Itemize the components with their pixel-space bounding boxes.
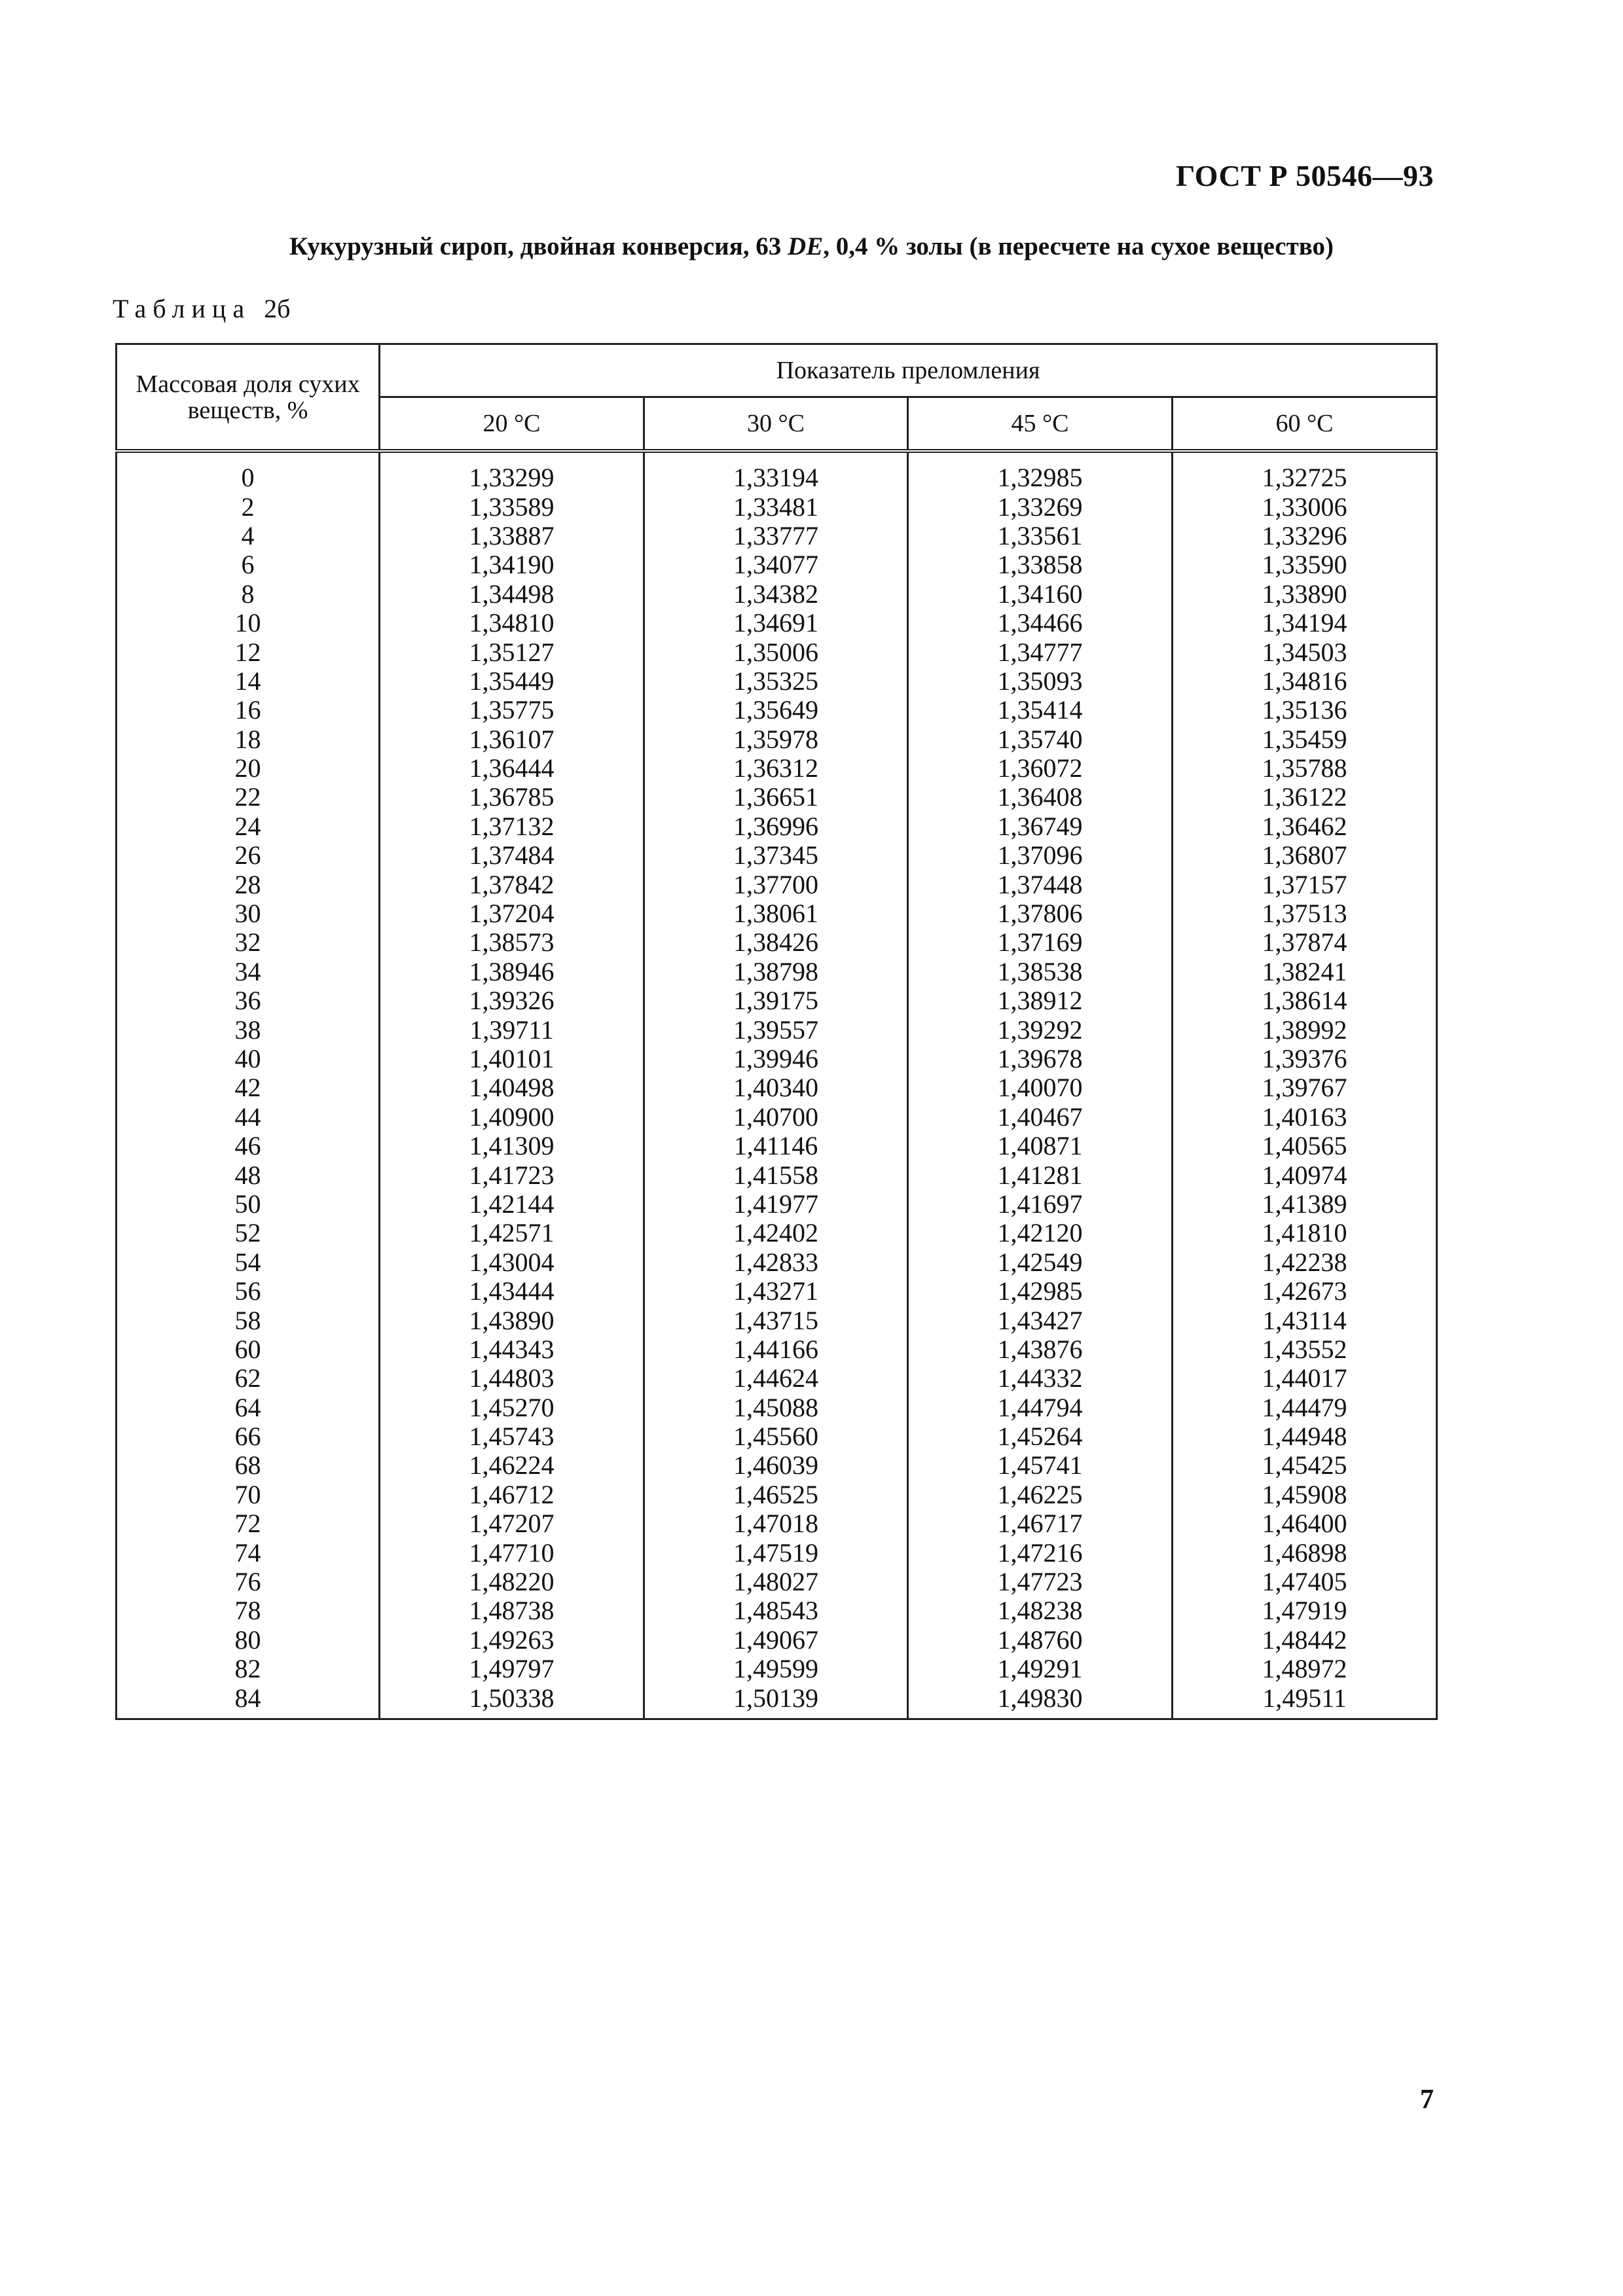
cell-refractive-index: 1,40070 (908, 1073, 1173, 1102)
cell-refractive-index: 1,35449 (380, 667, 644, 696)
table-row (117, 609, 1437, 637)
cell-refractive-index: 1,35414 (908, 696, 1173, 725)
cell-refractive-index: 1,42402 (644, 1219, 908, 1247)
cell-refractive-index: 1,40900 (380, 1103, 644, 1132)
table-row (117, 492, 1437, 521)
cell-dry-matter: 26 (117, 841, 380, 870)
cell-refractive-index: 1,37204 (380, 899, 644, 928)
cell-refractive-index: 1,38992 (1173, 1015, 1437, 1044)
cell-refractive-index: 1,35775 (380, 696, 644, 725)
cell-refractive-index: 1,37874 (1173, 928, 1437, 957)
cell-dry-matter: 6 (117, 550, 380, 579)
table-row (117, 783, 1437, 812)
cell-refractive-index: 1,40163 (1173, 1103, 1437, 1132)
cell-refractive-index: 1,33890 (1173, 580, 1437, 609)
table-row (117, 550, 1437, 579)
cell-refractive-index: 1,35788 (1173, 754, 1437, 783)
cell-refractive-index: 1,33887 (380, 522, 644, 550)
cell-refractive-index: 1,36072 (908, 754, 1173, 783)
cell-refractive-index: 1,41389 (1173, 1190, 1437, 1219)
cell-refractive-index: 1,42571 (380, 1219, 644, 1247)
table-row (117, 1626, 1437, 1655)
cell-refractive-index: 1,33589 (380, 492, 644, 521)
cell-refractive-index: 1,39711 (380, 1015, 644, 1044)
cell-refractive-index: 1,45743 (380, 1422, 644, 1451)
cell-refractive-index: 1,42549 (908, 1248, 1173, 1277)
cell-refractive-index: 1,48543 (644, 1596, 908, 1625)
table-row (117, 928, 1437, 957)
cell-refractive-index: 1,39557 (644, 1015, 908, 1044)
cell-refractive-index: 1,39175 (644, 986, 908, 1015)
cell-refractive-index: 1,38912 (908, 986, 1173, 1015)
table-row (117, 1683, 1437, 1719)
cell-refractive-index: 1,50338 (380, 1683, 644, 1719)
table-row (117, 1568, 1437, 1596)
cell-refractive-index: 1,35006 (644, 637, 908, 666)
cell-refractive-index: 1,38426 (644, 928, 908, 957)
header-refractive-index: Показатель преломления (380, 344, 1437, 397)
table-row (117, 958, 1437, 986)
table-row (117, 812, 1437, 841)
cell-refractive-index: 1,50139 (644, 1683, 908, 1719)
cell-refractive-index: 1,47723 (908, 1568, 1173, 1596)
cell-dry-matter: 50 (117, 1190, 380, 1219)
cell-refractive-index: 1,47405 (1173, 1568, 1437, 1596)
cell-dry-matter: 82 (117, 1655, 380, 1683)
cell-refractive-index: 1,46225 (908, 1480, 1173, 1509)
cell-refractive-index: 1,40871 (908, 1132, 1173, 1160)
cell-refractive-index: 1,43444 (380, 1277, 644, 1306)
cell-refractive-index: 1,34691 (644, 609, 908, 637)
cell-refractive-index: 1,36807 (1173, 841, 1437, 870)
cell-refractive-index: 1,48760 (908, 1626, 1173, 1655)
cell-dry-matter: 60 (117, 1335, 380, 1364)
table-row (117, 841, 1437, 870)
cell-refractive-index: 1,34077 (644, 550, 908, 579)
cell-dry-matter: 78 (117, 1596, 380, 1625)
cell-dry-matter: 30 (117, 899, 380, 928)
cell-refractive-index: 1,46400 (1173, 1509, 1437, 1538)
cell-refractive-index: 1,33858 (908, 550, 1173, 579)
cell-dry-matter: 20 (117, 754, 380, 783)
table-row (117, 986, 1437, 1015)
cell-refractive-index: 1,38241 (1173, 958, 1437, 986)
cell-refractive-index: 1,40700 (644, 1103, 908, 1132)
cell-refractive-index: 1,47207 (380, 1509, 644, 1538)
cell-refractive-index: 1,34466 (908, 609, 1173, 637)
cell-refractive-index: 1,44343 (380, 1335, 644, 1364)
cell-refractive-index: 1,33296 (1173, 522, 1437, 550)
cell-refractive-index: 1,48220 (380, 1568, 644, 1596)
cell-dry-matter: 4 (117, 522, 380, 550)
cell-refractive-index: 1,40974 (1173, 1160, 1437, 1189)
cell-refractive-index: 1,47519 (644, 1538, 908, 1567)
cell-refractive-index: 1,39946 (644, 1045, 908, 1073)
cell-refractive-index: 1,36996 (644, 812, 908, 841)
cell-dry-matter: 12 (117, 637, 380, 666)
table-row (117, 1538, 1437, 1567)
table-row (117, 1335, 1437, 1364)
cell-refractive-index: 1,43715 (644, 1306, 908, 1335)
cell-refractive-index: 1,49830 (908, 1683, 1173, 1719)
cell-refractive-index: 1,45264 (908, 1422, 1173, 1451)
cell-refractive-index: 1,46712 (380, 1480, 644, 1509)
cell-refractive-index: 1,35136 (1173, 696, 1437, 725)
cell-dry-matter: 22 (117, 783, 380, 812)
table-row (117, 1015, 1437, 1044)
cell-refractive-index: 1,42985 (908, 1277, 1173, 1306)
page-number: 7 (1420, 2085, 1434, 2115)
cell-refractive-index: 1,47919 (1173, 1596, 1437, 1625)
cell-dry-matter: 24 (117, 812, 380, 841)
table-row (117, 580, 1437, 609)
cell-refractive-index: 1,37484 (380, 841, 644, 870)
cell-refractive-index: 1,48738 (380, 1596, 644, 1625)
cell-refractive-index: 1,35127 (380, 637, 644, 666)
cell-dry-matter: 16 (117, 696, 380, 725)
cell-refractive-index: 1,45560 (644, 1422, 908, 1451)
title-part-2: , 0,4 % золы (в пересчете на сухое вещество) (823, 232, 1334, 260)
header-temp-45: 45 °С (908, 397, 1173, 452)
cell-refractive-index: 1,35093 (908, 667, 1173, 696)
refractive-index-table (115, 343, 1438, 1720)
cell-refractive-index: 1,43004 (380, 1248, 644, 1277)
cell-dry-matter: 62 (117, 1364, 380, 1393)
cell-refractive-index: 1,41723 (380, 1160, 644, 1189)
cell-dry-matter: 58 (117, 1306, 380, 1335)
cell-refractive-index: 1,34777 (908, 637, 1173, 666)
cell-refractive-index: 1,43271 (644, 1277, 908, 1306)
cell-refractive-index: 1,48972 (1173, 1655, 1437, 1683)
table-row (117, 1596, 1437, 1625)
cell-dry-matter: 64 (117, 1393, 380, 1422)
cell-refractive-index: 1,48027 (644, 1568, 908, 1596)
cell-refractive-index: 1,41309 (380, 1132, 644, 1160)
cell-refractive-index: 1,49511 (1173, 1683, 1437, 1719)
header-temp-30: 30 °С (644, 397, 908, 452)
cell-dry-matter: 44 (117, 1103, 380, 1132)
cell-refractive-index: 1,33269 (908, 492, 1173, 521)
cell-refractive-index: 1,39678 (908, 1045, 1173, 1073)
cell-refractive-index: 1,44624 (644, 1364, 908, 1393)
cell-refractive-index: 1,33194 (644, 451, 908, 492)
cell-refractive-index: 1,40565 (1173, 1132, 1437, 1160)
cell-refractive-index: 1,47216 (908, 1538, 1173, 1567)
cell-refractive-index: 1,46898 (1173, 1538, 1437, 1567)
cell-refractive-index: 1,37513 (1173, 899, 1437, 928)
cell-dry-matter: 18 (117, 725, 380, 754)
table-row (117, 899, 1437, 928)
cell-refractive-index: 1,38061 (644, 899, 908, 928)
cell-refractive-index: 1,34503 (1173, 637, 1437, 666)
table-row (117, 1655, 1437, 1683)
cell-dry-matter: 38 (117, 1015, 380, 1044)
cell-dry-matter: 72 (117, 1509, 380, 1538)
header-dry-matter (117, 344, 380, 452)
cell-refractive-index: 1,34190 (380, 550, 644, 579)
cell-dry-matter: 28 (117, 870, 380, 899)
cell-refractive-index: 1,42144 (380, 1190, 644, 1219)
cell-refractive-index: 1,40467 (908, 1103, 1173, 1132)
cell-refractive-index: 1,36444 (380, 754, 644, 783)
cell-refractive-index: 1,37448 (908, 870, 1173, 899)
cell-refractive-index: 1,49599 (644, 1655, 908, 1683)
cell-refractive-index: 1,34160 (908, 580, 1173, 609)
cell-refractive-index: 1,40340 (644, 1073, 908, 1102)
cell-refractive-index: 1,39326 (380, 986, 644, 1015)
cell-dry-matter: 74 (117, 1538, 380, 1567)
cell-dry-matter: 2 (117, 492, 380, 521)
cell-refractive-index: 1,37806 (908, 899, 1173, 928)
cell-dry-matter: 40 (117, 1045, 380, 1073)
table-row (117, 1073, 1437, 1102)
cell-refractive-index: 1,45270 (380, 1393, 644, 1422)
cell-dry-matter: 52 (117, 1219, 380, 1247)
cell-refractive-index: 1,34382 (644, 580, 908, 609)
table-row (117, 1393, 1437, 1422)
cell-refractive-index: 1,41146 (644, 1132, 908, 1160)
cell-refractive-index: 1,36651 (644, 783, 908, 812)
cell-refractive-index: 1,44794 (908, 1393, 1173, 1422)
cell-dry-matter: 46 (117, 1132, 380, 1160)
cell-refractive-index: 1,47018 (644, 1509, 908, 1538)
header-dry-matter-label: Массовая доля сухих веществ, % (136, 370, 360, 424)
cell-refractive-index: 1,35649 (644, 696, 908, 725)
cell-refractive-index: 1,37132 (380, 812, 644, 841)
cell-refractive-index: 1,34498 (380, 580, 644, 609)
cell-refractive-index: 1,49263 (380, 1626, 644, 1655)
table-row (117, 1364, 1437, 1393)
cell-refractive-index: 1,36408 (908, 783, 1173, 812)
table-row (117, 696, 1437, 725)
cell-refractive-index: 1,44948 (1173, 1422, 1437, 1451)
cell-refractive-index: 1,49067 (644, 1626, 908, 1655)
cell-dry-matter: 36 (117, 986, 380, 1015)
cell-dry-matter: 70 (117, 1480, 380, 1509)
cell-refractive-index: 1,37345 (644, 841, 908, 870)
cell-refractive-index: 1,44479 (1173, 1393, 1437, 1422)
cell-refractive-index: 1,41810 (1173, 1219, 1437, 1247)
cell-refractive-index: 1,33299 (380, 451, 644, 492)
cell-refractive-index: 1,35459 (1173, 725, 1437, 754)
table-row (117, 522, 1437, 550)
cell-refractive-index: 1,43427 (908, 1306, 1173, 1335)
cell-refractive-index: 1,46039 (644, 1451, 908, 1480)
cell-dry-matter: 66 (117, 1422, 380, 1451)
cell-refractive-index: 1,49797 (380, 1655, 644, 1683)
cell-refractive-index: 1,38614 (1173, 986, 1437, 1015)
cell-refractive-index: 1,37096 (908, 841, 1173, 870)
cell-dry-matter: 48 (117, 1160, 380, 1189)
cell-refractive-index: 1,42673 (1173, 1277, 1437, 1306)
table-row (117, 725, 1437, 754)
cell-refractive-index: 1,38798 (644, 958, 908, 986)
cell-refractive-index: 1,47710 (380, 1538, 644, 1567)
cell-refractive-index: 1,39767 (1173, 1073, 1437, 1102)
cell-refractive-index: 1,37700 (644, 870, 908, 899)
cell-refractive-index: 1,45908 (1173, 1480, 1437, 1509)
cell-dry-matter: 54 (117, 1248, 380, 1277)
cell-refractive-index: 1,36107 (380, 725, 644, 754)
cell-refractive-index: 1,32985 (908, 451, 1173, 492)
cell-refractive-index: 1,33777 (644, 522, 908, 550)
cell-refractive-index: 1,37157 (1173, 870, 1437, 899)
cell-dry-matter: 56 (117, 1277, 380, 1306)
cell-refractive-index: 1,46525 (644, 1480, 908, 1509)
cell-refractive-index: 1,42238 (1173, 1248, 1437, 1277)
cell-refractive-index: 1,39292 (908, 1015, 1173, 1044)
cell-refractive-index: 1,45088 (644, 1393, 908, 1422)
table-row (117, 754, 1437, 783)
cell-refractive-index: 1,36749 (908, 812, 1173, 841)
cell-refractive-index: 1,37169 (908, 928, 1173, 957)
table-row (117, 1103, 1437, 1132)
cell-dry-matter: 84 (117, 1683, 380, 1719)
cell-refractive-index: 1,43114 (1173, 1306, 1437, 1335)
cell-refractive-index: 1,44332 (908, 1364, 1173, 1393)
table-row (117, 1132, 1437, 1160)
cell-refractive-index: 1,42833 (644, 1248, 908, 1277)
cell-refractive-index: 1,45425 (1173, 1451, 1437, 1480)
table-row (117, 1277, 1437, 1306)
table-caption (113, 293, 290, 324)
cell-refractive-index: 1,38946 (380, 958, 644, 986)
cell-refractive-index: 1,44166 (644, 1335, 908, 1364)
table-row (117, 1509, 1437, 1538)
cell-refractive-index: 1,46224 (380, 1451, 644, 1480)
cell-dry-matter: 76 (117, 1568, 380, 1596)
table-row (117, 637, 1437, 666)
title-part-italic: DE (788, 232, 824, 260)
cell-dry-matter: 80 (117, 1626, 380, 1655)
cell-refractive-index: 1,33481 (644, 492, 908, 521)
header-temp-20: 20 °С (380, 397, 644, 452)
table-row (117, 1219, 1437, 1247)
table-row (117, 870, 1437, 899)
table-caption-word: Таблица (113, 294, 251, 323)
cell-refractive-index: 1,42120 (908, 1219, 1173, 1247)
cell-refractive-index: 1,37842 (380, 870, 644, 899)
cell-refractive-index: 1,46717 (908, 1509, 1173, 1538)
cell-refractive-index: 1,44803 (380, 1364, 644, 1393)
cell-dry-matter: 0 (117, 451, 380, 492)
table-row (117, 1480, 1437, 1509)
table-row (117, 667, 1437, 696)
cell-refractive-index: 1,49291 (908, 1655, 1173, 1683)
title-part-1: Кукурузный сироп, двойная конверсия, 63 (289, 232, 788, 260)
cell-refractive-index: 1,41281 (908, 1160, 1173, 1189)
cell-refractive-index: 1,43876 (908, 1335, 1173, 1364)
cell-refractive-index: 1,41977 (644, 1190, 908, 1219)
table-row (117, 1160, 1437, 1189)
table-row (117, 1045, 1437, 1073)
header-temp-60: 60 °С (1173, 397, 1437, 452)
cell-dry-matter: 32 (117, 928, 380, 957)
cell-refractive-index: 1,34816 (1173, 667, 1437, 696)
table-row (117, 451, 1437, 492)
cell-refractive-index: 1,45741 (908, 1451, 1173, 1480)
cell-refractive-index: 1,41697 (908, 1190, 1173, 1219)
cell-refractive-index: 1,43890 (380, 1306, 644, 1335)
cell-refractive-index: 1,44017 (1173, 1364, 1437, 1393)
cell-refractive-index: 1,35325 (644, 667, 908, 696)
document-title (0, 232, 1623, 261)
cell-refractive-index: 1,34810 (380, 609, 644, 637)
cell-refractive-index: 1,34194 (1173, 609, 1437, 637)
table-row (117, 1422, 1437, 1451)
cell-refractive-index: 1,35740 (908, 725, 1173, 754)
table-row (117, 1306, 1437, 1335)
cell-refractive-index: 1,32725 (1173, 451, 1437, 492)
cell-refractive-index: 1,40498 (380, 1073, 644, 1102)
cell-refractive-index: 1,40101 (380, 1045, 644, 1073)
cell-refractive-index: 1,38538 (908, 958, 1173, 986)
cell-refractive-index: 1,48238 (908, 1596, 1173, 1625)
cell-refractive-index: 1,35978 (644, 725, 908, 754)
cell-refractive-index: 1,33006 (1173, 492, 1437, 521)
table-row (117, 1451, 1437, 1480)
cell-refractive-index: 1,36785 (380, 783, 644, 812)
cell-refractive-index: 1,36312 (644, 754, 908, 783)
cell-dry-matter: 42 (117, 1073, 380, 1102)
cell-dry-matter: 14 (117, 667, 380, 696)
cell-refractive-index: 1,48442 (1173, 1626, 1437, 1655)
cell-refractive-index: 1,38573 (380, 928, 644, 957)
cell-refractive-index: 1,43552 (1173, 1335, 1437, 1364)
cell-refractive-index: 1,36122 (1173, 783, 1437, 812)
document-code: ГОСТ Р 50546—93 (1176, 159, 1434, 192)
cell-refractive-index: 1,33561 (908, 522, 1173, 550)
cell-dry-matter: 10 (117, 609, 380, 637)
table-row (117, 1190, 1437, 1219)
cell-dry-matter: 8 (117, 580, 380, 609)
cell-refractive-index: 1,41558 (644, 1160, 908, 1189)
cell-dry-matter: 68 (117, 1451, 380, 1480)
cell-refractive-index: 1,36462 (1173, 812, 1437, 841)
cell-refractive-index: 1,33590 (1173, 550, 1437, 579)
table-body (117, 451, 1437, 1719)
table-row (117, 1248, 1437, 1277)
cell-refractive-index: 1,39376 (1173, 1045, 1437, 1073)
table-caption-number: 2б (264, 294, 291, 323)
cell-dry-matter: 34 (117, 958, 380, 986)
